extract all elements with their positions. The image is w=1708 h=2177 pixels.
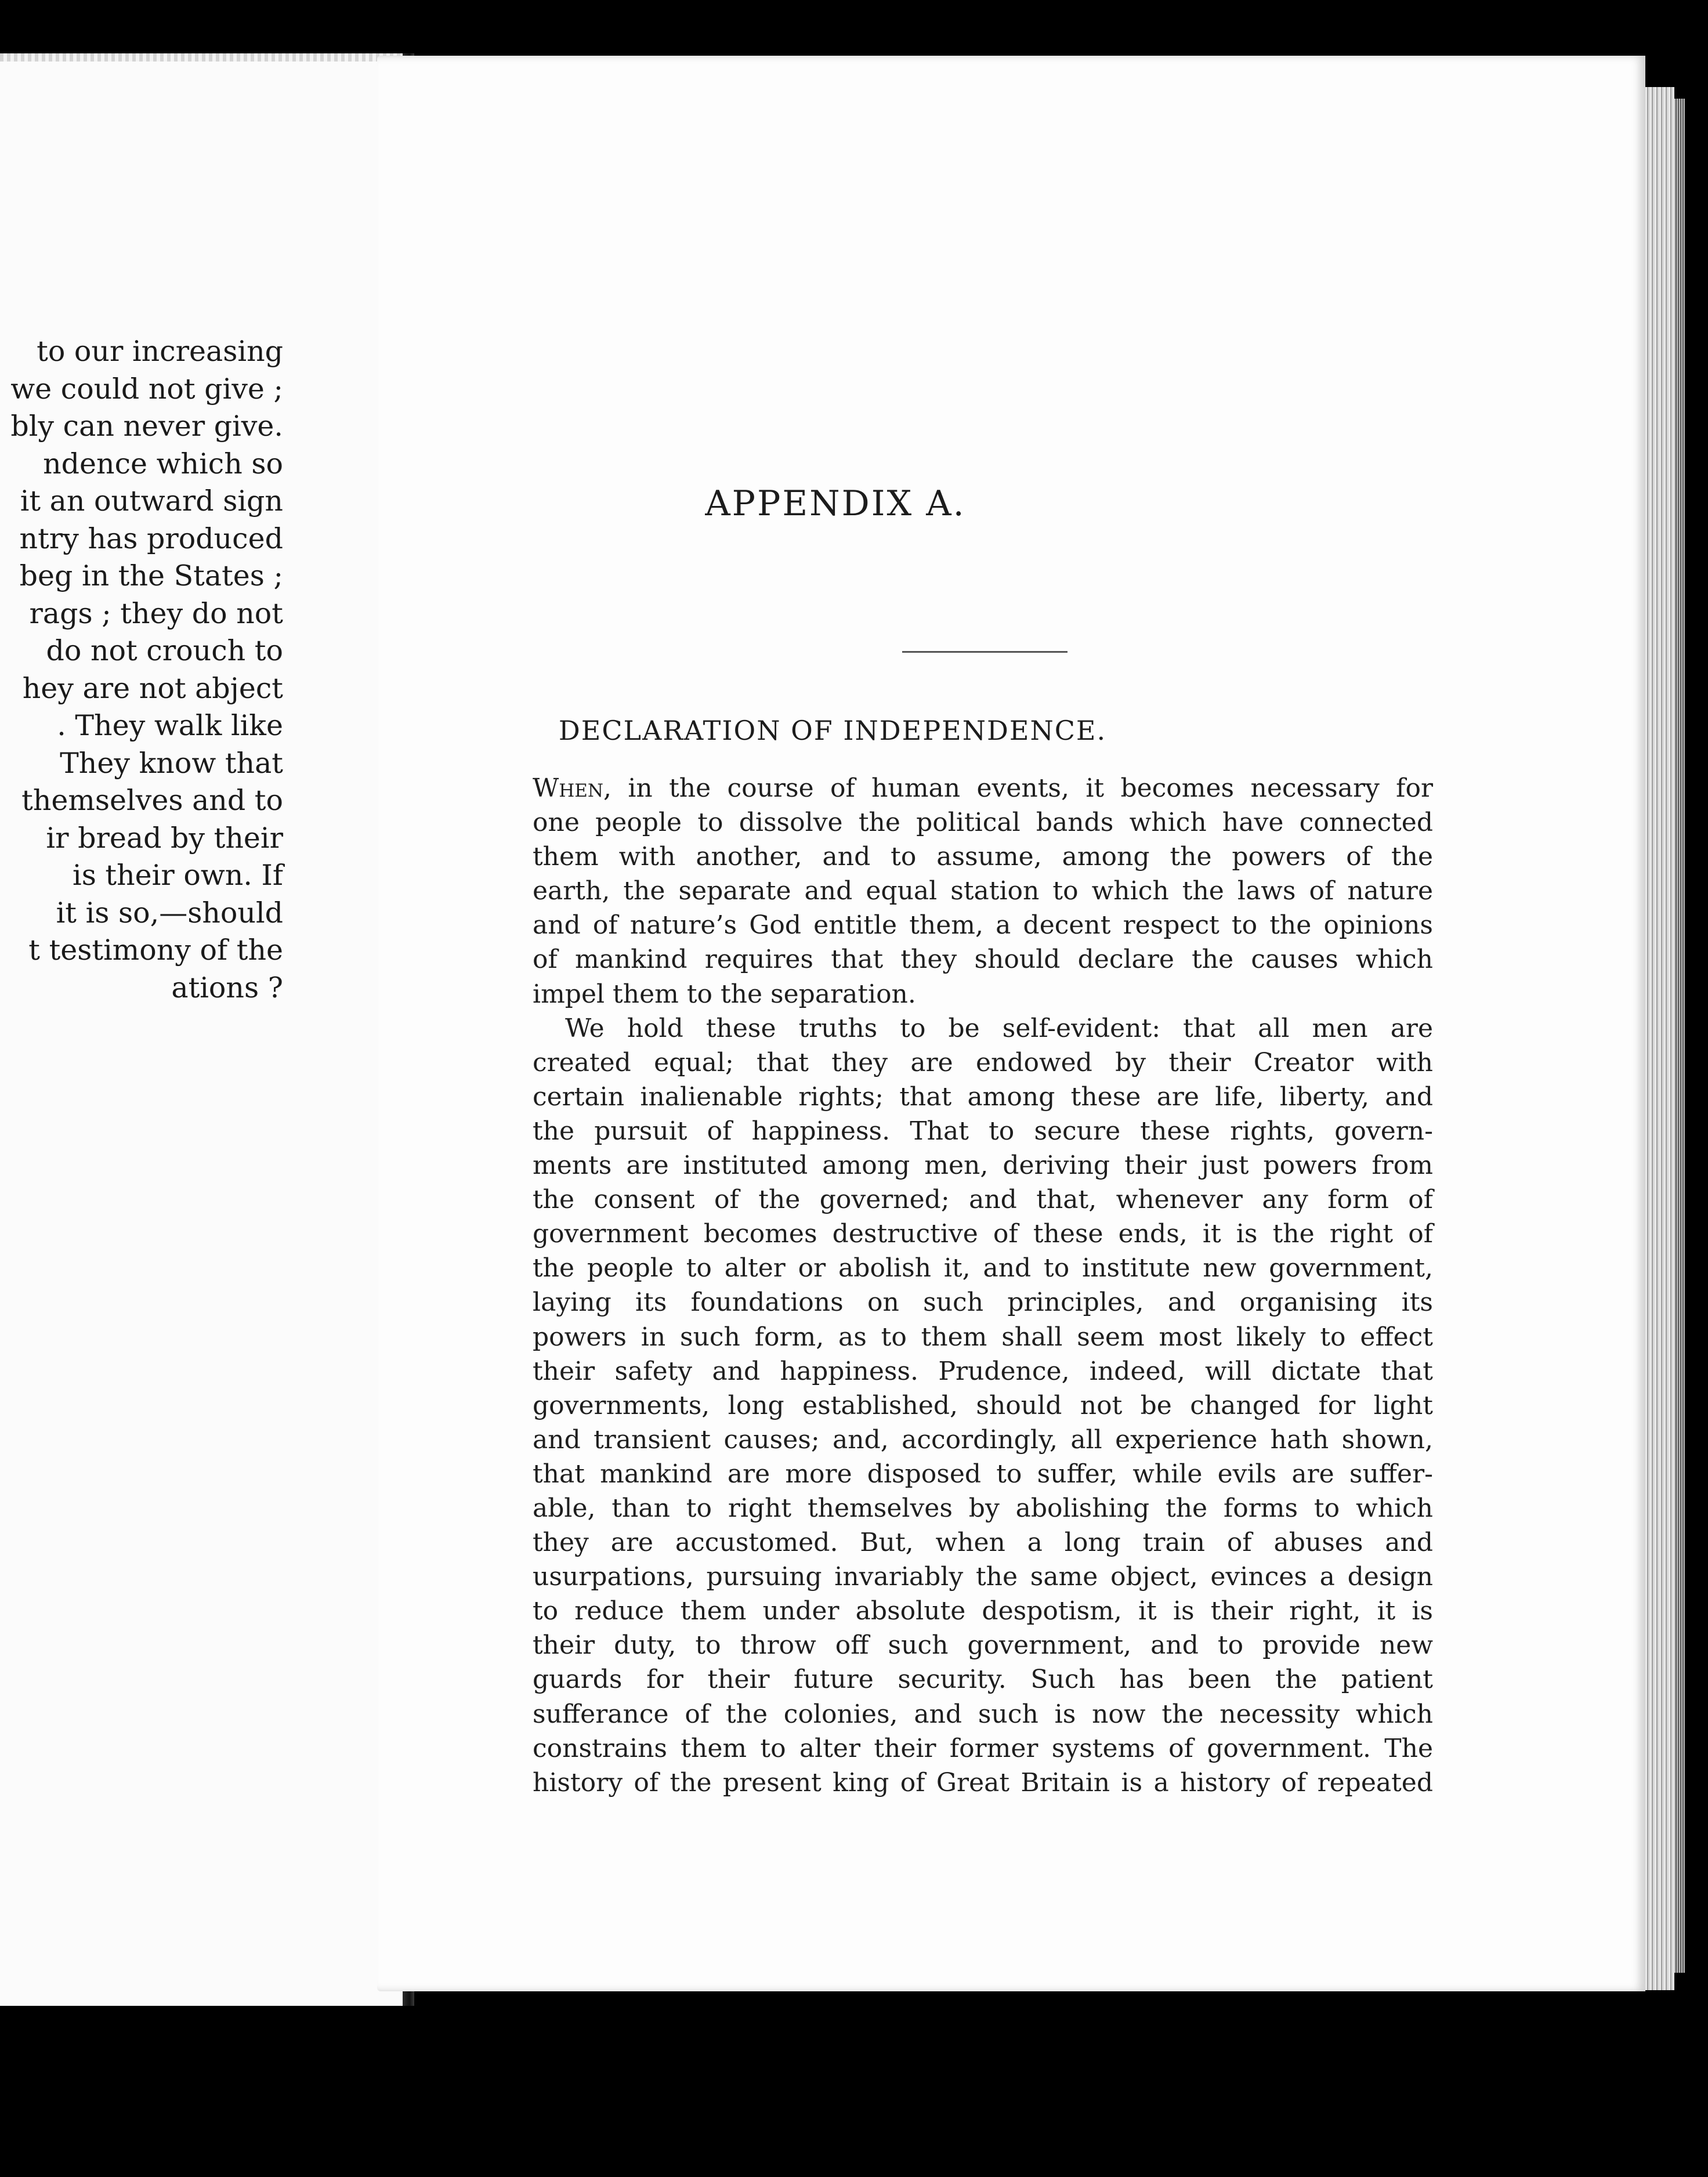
left-line: They know that xyxy=(60,746,283,780)
body-line: history of the present king of Great Britain is a history of repeated xyxy=(533,1767,1433,1798)
body-line xyxy=(533,771,1433,805)
left-line: rags ; they do not xyxy=(29,596,283,630)
declaration-text xyxy=(533,771,1433,1800)
left-line: is their own. If xyxy=(73,859,283,892)
body-line: the consent of the governed; and that, whenever any form of xyxy=(533,1185,1433,1215)
body-line: constrains them to alter their former systems of government. The xyxy=(533,1733,1433,1763)
page-edges xyxy=(1645,87,1674,1990)
body-line: and transient causes; and, accordingly, all experience hath shown, xyxy=(533,1424,1433,1455)
left-line: we could not give ; xyxy=(10,372,283,406)
body-line: earth, the separate and equal station to which the laws of nature xyxy=(533,876,1433,906)
body-line: powers in such form, as to them shall seem most likely to effect xyxy=(533,1322,1433,1352)
body-line: ments are instituted among men, deriving their just powers from xyxy=(533,1151,1433,1181)
body-line: that mankind are more disposed to suffer, while evils are suffer- xyxy=(533,1459,1433,1489)
left-line: ndence which so xyxy=(43,447,283,480)
body-line: able, than to right themselves by abolishing the forms to which xyxy=(533,1493,1433,1523)
body-line: the people to alter or abolish it, and to institute new government, xyxy=(533,1253,1433,1283)
body-line: We hold these truths to be self-evident: that all men are xyxy=(565,1013,1433,1043)
left-line: beg in the States ; xyxy=(19,559,283,592)
body-line: usurpations, pursuing invariably the same object, evinces a design xyxy=(533,1562,1433,1592)
left-line: ations ? xyxy=(171,971,283,1004)
body-line: the pursuit of happiness. That to secure these rights, govern- xyxy=(533,1116,1433,1146)
body-line: government becomes destructive of these ends, it is the right of xyxy=(533,1219,1433,1249)
body-line: created equal; that they are endowed by their Creator with xyxy=(533,1047,1433,1077)
left-line: ntry has produced xyxy=(19,522,283,555)
body-line: they are accustomed. But, when a long train of abuses and xyxy=(533,1528,1433,1558)
left-line: it is so,—should xyxy=(56,896,283,930)
left-line: hey are not abject xyxy=(22,671,283,705)
body-line: of mankind requires that they should declare the causes which xyxy=(533,945,1433,975)
body-line: to reduce them under absolute despotism, it is their right, it is xyxy=(533,1596,1433,1626)
body-line: guards for their future security. Such has been the patient xyxy=(533,1665,1433,1695)
left-page-text xyxy=(0,333,283,1007)
body-line: laying its foundations on such principles, and organising its xyxy=(533,1288,1433,1318)
left-line: ir bread by their xyxy=(46,821,283,855)
body-line: impel them to the separation. xyxy=(533,979,916,1009)
body-line: certain inalienable rights; that among these are life, liberty, and xyxy=(533,1082,1433,1112)
left-line: bly can never give. xyxy=(10,410,283,443)
left-line: to our increasing xyxy=(37,335,283,368)
body-line: their safety and happiness. Prudence, indeed, will dictate that xyxy=(533,1356,1433,1386)
body-line: one people to dissolve the political bands which have connected xyxy=(533,808,1433,838)
left-line: it an outward sign xyxy=(20,484,283,518)
appendix-title: APPENDIX A. xyxy=(705,483,966,524)
left-page xyxy=(0,53,404,2006)
body-line: sufferance of the colonies, and such is now the necessity which xyxy=(533,1699,1433,1729)
body-line: their duty, to throw off such government, and to provide new xyxy=(533,1630,1433,1661)
section-title: DECLARATION OF INDEPENDENCE. xyxy=(558,715,1107,746)
left-page-top-edge xyxy=(0,53,403,62)
body-line: and of nature’s God entitle them, a decent respect to the opinions xyxy=(533,910,1433,941)
left-line: t testimony of the xyxy=(28,934,283,967)
left-line: do not crouch to xyxy=(46,634,283,667)
left-line: themselves and to xyxy=(21,784,283,817)
first-word: When xyxy=(533,773,604,803)
body-line: them with another, and to assume, among the powers of the xyxy=(533,842,1433,872)
title-divider xyxy=(902,651,1068,653)
left-line: . They walk like xyxy=(57,709,283,742)
page-edges-outer xyxy=(1674,99,1685,1973)
body-line-text: , in the course of human events, it becomes necessary for xyxy=(603,773,1433,803)
body-line: governments, long established, should not be changed for light xyxy=(533,1390,1433,1420)
